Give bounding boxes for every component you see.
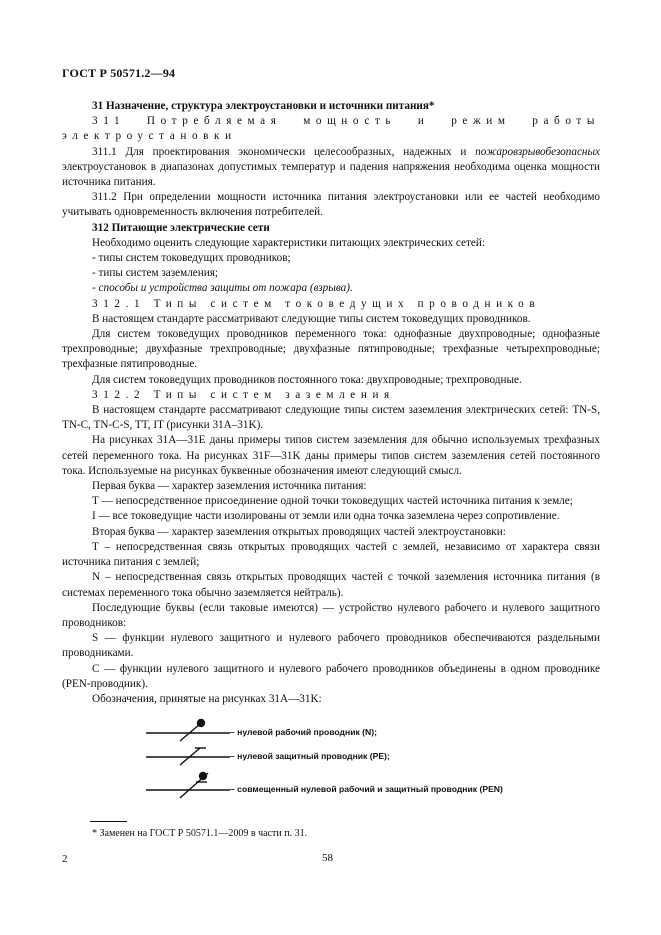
pen-conductor-dot [200,773,207,780]
section-311-heading: 311 Потребляемая мощность и режим работы электроустановки [62,115,600,143]
footnote-divider [90,821,127,822]
paragraph: Т – непосредственная связь открытых проводящих частей с землей, независимо от характера связи источника питания с землей; [62,540,600,569]
main-text [62,99,600,707]
paragraph-311-2: 311.2 При определении мощности источника питания электроустановки или ее частей необходимо учитывать одновременность включения потребителей. [62,191,600,219]
section-31-title [62,99,600,114]
page-number-center: 58 [322,852,333,864]
paragraph-311-1-text-b: электроустановок в диапазонах допустимых температур и падения напряжения необходима оценка мощности источника питания. [62,160,600,189]
legend-pe-label: – нулевой защитный проводник (PE); [230,751,390,761]
footnote: * Заменен на ГОСТ Р 50571.1—2009 в части п. 31. [92,828,308,839]
document-code-header: ГОСТ Р 50571.2—94 [62,66,176,80]
paragraph-311-1-italic: пожаровзрывобезопасных [475,145,601,158]
paragraph: С — функции нулевого защитного и нулевого рабочего проводников объединены в одном проводнике (PEN-проводник). [62,662,600,690]
section-31-title-text: 31 Назначение, структура электроустановки и источники питания* [92,100,435,112]
paragraph: Обозначения, принятые на рисунках 31А—31K: [92,692,322,705]
section-312-title-text: 312 Питающие электрические сети [92,221,270,234]
n-conductor-dot [198,720,205,727]
conductor-symbols [146,712,236,807]
paragraph: Т — непосредственное присоединение одной точки токоведущих частей источника питания к земле; [92,495,573,508]
list-item: - способы и устройства защиты от пожара (взрыва). [92,282,353,295]
paragraph: S — функции нулевого защитного и нулевого рабочего проводников обеспечиваются раздельными проводниками. [62,632,600,660]
paragraph: Для систем токоведущих проводников постоянного тока: двухпроводные; трехпроводные. [92,373,522,386]
paragraph: Последующие буквы (если таковые имеются) — устройство нулевого рабочего и нулевого защитного проводников: [62,601,600,629]
legend-pen-label: – совмещенный нулевой рабочий и защитный проводник (PEN) [230,784,503,794]
legend-n-label: – нулевой рабочий проводник (N); [230,727,377,737]
section-312-title [62,221,600,236]
section-312-2-heading: 312.2 Типы систем заземления [92,388,395,401]
paragraph: В настоящем стандарте рассматривают следующие типы систем заземления электрических сетей: TN-S, TN-C, TN-C-S, TT, IT (рисунки 31A–31K). [62,404,600,432]
paragraph: На рисунках 31А—31Е даны примеры типов систем заземления для обычно используемых трехфазных сетей переменного тока. На рисунках 31F—31K даны примеры типов систем заземления сетей постоянного тока. Используемые на рисунках буквенные обозначения имеют следующий смысл. [62,434,600,477]
paragraph-312-intro: Необходимо оценить следующие характеристики питающих электрических сетей: [92,236,485,249]
conductor-legend [146,712,566,807]
paragraph: Вторая буква — характер заземления открытых проводящих частей электроустановки: [92,525,506,538]
page-number-left: 2 [62,853,68,865]
paragraph-311-1 [62,145,600,191]
section-312-1-heading: 312.1 Типы систем токоведущих проводников [92,297,541,310]
paragraph: N – непосредственная связь открытых проводящих частей с точкой заземления источника питания (в системах переменного тока обычно заземляется нейтраль). [62,571,600,599]
paragraph: Первая буква — характер заземления источника питания: [92,480,367,493]
paragraph: В настоящем стандарте рассматривают следующие типы систем токоведущих проводников. [92,312,531,325]
paragraph: Для систем токоведущих проводников переменного тока: однофазные двухпроводные; однофазные трехпроводные; двухфазные трехпроводные; двухфазные пятипроводные; трехфазные четырехпроводные; трехфазные пятипроводные. [62,328,600,371]
list-item: - типы систем токоведущих проводников; [92,252,291,265]
paragraph: I — все токоведущие части изолированы от земли или одна точка заземлена через сопротивление. [92,510,560,523]
list-item: - типы систем заземления; [92,267,218,280]
paragraph-311-1-text-a: 311.1 Для проектирования экономически целесообразных, надежных и [92,145,467,158]
